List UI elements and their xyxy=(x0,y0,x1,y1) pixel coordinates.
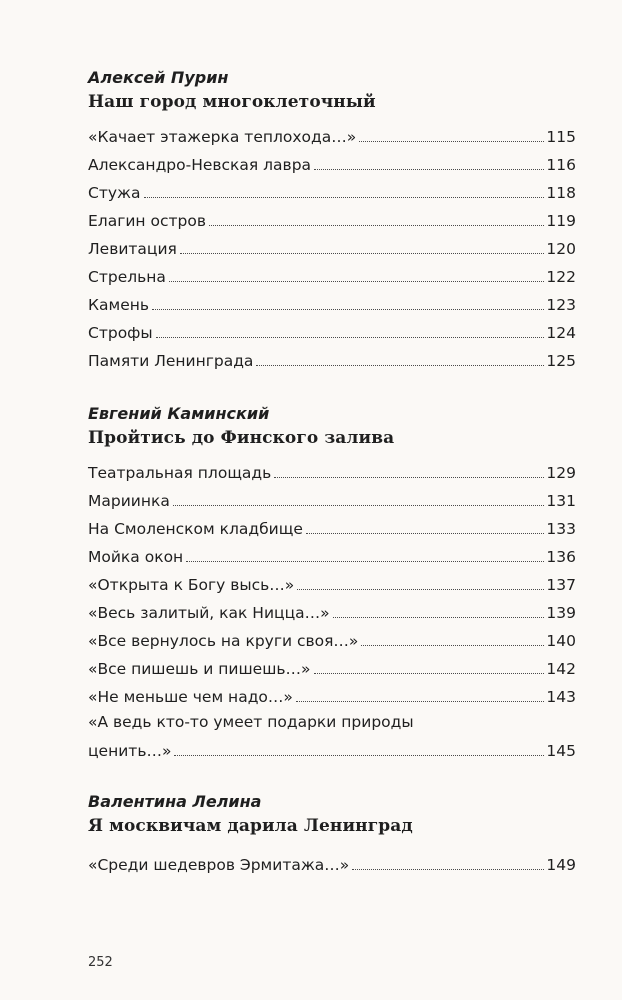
toc-entry[interactable] xyxy=(88,568,576,596)
entry-page: 122 xyxy=(546,268,576,286)
toc-list xyxy=(88,456,576,762)
dot-leader xyxy=(174,755,544,756)
entry-page: 120 xyxy=(546,240,576,258)
dot-leader xyxy=(156,337,545,338)
entry-title: «Все пишешь и пишешь…» xyxy=(88,660,311,678)
entry-page: 143 xyxy=(546,688,576,706)
entry-page: 139 xyxy=(546,604,576,622)
entry-title: «Среди шедевров Эрмитажа…» xyxy=(88,856,350,874)
entry-title: Стужа xyxy=(88,184,141,202)
dot-leader xyxy=(209,225,544,226)
entry-title: Елагин остров xyxy=(88,212,206,230)
toc-section-kaminsky xyxy=(88,404,576,762)
entry-title-line1: «А ведь кто-то умеет подарки природы xyxy=(88,713,414,731)
dot-leader xyxy=(333,617,545,618)
entry-page: 125 xyxy=(546,352,576,370)
toc-entry[interactable] xyxy=(88,540,576,568)
toc-entry[interactable] xyxy=(88,596,576,624)
entry-title-line2: ценить…» xyxy=(88,742,172,760)
toc-entry[interactable] xyxy=(88,484,576,512)
toc-section-lelina xyxy=(88,792,576,876)
entry-title: Театральная площадь xyxy=(88,464,272,482)
dot-leader xyxy=(361,645,544,646)
entry-page: 131 xyxy=(546,492,576,510)
toc-entry[interactable] xyxy=(88,344,576,372)
dot-leader xyxy=(152,309,544,310)
entry-title-line2-row xyxy=(88,736,576,762)
book-title: Пройтись до Финского залива xyxy=(88,428,395,448)
dot-leader xyxy=(314,169,544,170)
entry-title: «Качает этажерка теплохода…» xyxy=(88,128,357,146)
entry-page: 142 xyxy=(546,660,576,678)
entry-title: Левитация xyxy=(88,240,177,258)
entry-title: Александро-Невская лавра xyxy=(88,156,312,174)
toc-section-purin xyxy=(88,68,576,372)
toc-entry[interactable] xyxy=(88,148,576,176)
entry-page: 149 xyxy=(546,856,576,874)
toc-entry[interactable] xyxy=(88,848,576,876)
entry-title: «Не меньше чем надо…» xyxy=(88,688,293,706)
entry-title: Камень xyxy=(88,296,150,314)
dot-leader xyxy=(297,589,544,590)
entry-title: Памяти Ленинграда xyxy=(88,352,254,370)
author-name: Валентина Лелина xyxy=(88,792,262,811)
toc-entry[interactable] xyxy=(88,260,576,288)
dot-leader xyxy=(173,505,545,506)
entry-page: 140 xyxy=(546,632,576,650)
toc-entry[interactable] xyxy=(88,204,576,232)
toc-entry[interactable] xyxy=(88,456,576,484)
dot-leader xyxy=(186,561,544,562)
toc-entry[interactable] xyxy=(88,120,576,148)
toc-entry[interactable] xyxy=(88,652,576,680)
entry-page: 133 xyxy=(546,520,576,538)
entry-page: 124 xyxy=(546,324,576,342)
toc-entry[interactable] xyxy=(88,708,576,762)
entry-page: 137 xyxy=(546,576,576,594)
dot-leader xyxy=(274,477,544,478)
entry-page: 145 xyxy=(546,742,576,760)
dot-leader xyxy=(314,673,545,674)
toc-entry[interactable] xyxy=(88,624,576,652)
author-name: Евгений Каминский xyxy=(88,404,270,423)
toc-entry[interactable] xyxy=(88,512,576,540)
entry-title: Мариинка xyxy=(88,492,170,510)
book-title: Наш город многоклеточный xyxy=(88,92,376,112)
entry-title: На Смоленском кладбище xyxy=(88,520,303,538)
dot-leader xyxy=(296,701,545,702)
author-name: Алексей Пурин xyxy=(88,68,229,87)
toc-entry[interactable] xyxy=(88,176,576,204)
entry-page: 136 xyxy=(546,548,576,566)
toc-list xyxy=(88,848,576,876)
entry-title: Мойка окон xyxy=(88,548,184,566)
entry-page: 115 xyxy=(546,128,576,146)
dot-leader xyxy=(359,141,544,142)
page-number: 252 xyxy=(88,955,113,970)
toc-entry[interactable] xyxy=(88,232,576,260)
entry-title: Стрельна xyxy=(88,268,166,286)
toc-entry[interactable] xyxy=(88,288,576,316)
entry-page: 118 xyxy=(546,184,576,202)
entry-page: 129 xyxy=(546,464,576,482)
dot-leader xyxy=(306,533,545,534)
dot-leader xyxy=(352,869,544,870)
toc-entry[interactable] xyxy=(88,680,576,708)
dot-leader xyxy=(256,365,544,366)
dot-leader xyxy=(169,281,545,282)
entry-page: 119 xyxy=(546,212,576,230)
entry-title: «Все вернулось на круги своя…» xyxy=(88,632,359,650)
dot-leader xyxy=(144,197,545,198)
toc-list xyxy=(88,120,576,372)
entry-title: «Открыта к Богу высь…» xyxy=(88,576,295,594)
entry-title: «Весь залитый, как Ницца…» xyxy=(88,604,330,622)
entry-page: 116 xyxy=(546,156,576,174)
entry-title: Строфы xyxy=(88,324,153,342)
book-title: Я москвичам дарила Ленинград xyxy=(88,816,413,836)
dot-leader xyxy=(180,253,545,254)
toc-entry[interactable] xyxy=(88,316,576,344)
entry-page: 123 xyxy=(546,296,576,314)
